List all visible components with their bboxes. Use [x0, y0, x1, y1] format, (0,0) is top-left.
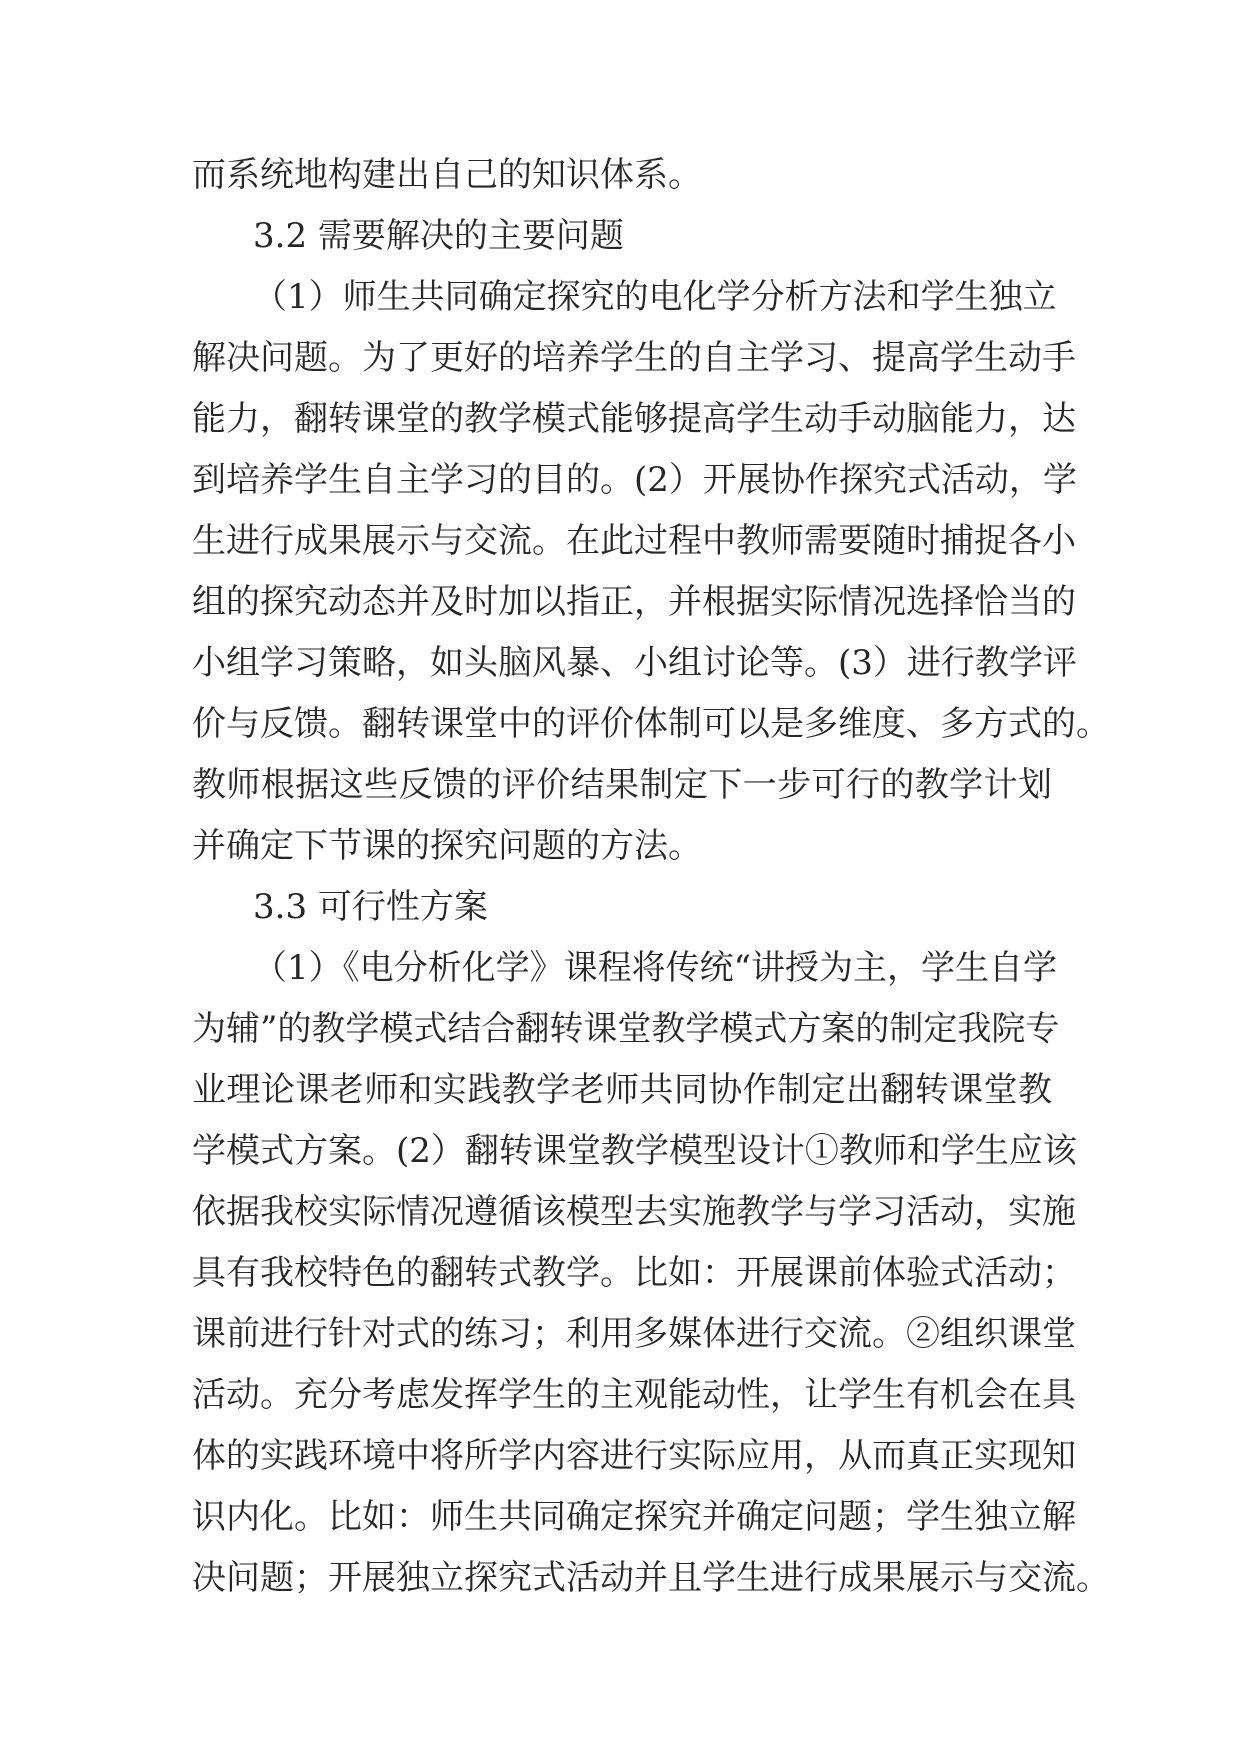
text-line: 活动。充分考虑发挥学生的主观能动性，让学生有机会在具 — [192, 1375, 1076, 1415]
text-line: 决问题；开展独立探究式活动并且学生进行成果展示与交流。 — [192, 1558, 1110, 1598]
text-line: 而系统地构建出自己的知识体系。 — [192, 155, 702, 195]
section-heading: 3.2 需要解决的主要问题 — [253, 216, 624, 256]
text-line: 教师根据这些反馈的评价结果制定下一步可行的教学计划 — [192, 765, 1052, 805]
text-line: 体的实践环境中将所学内容进行实际应用，从而真正实现知 — [192, 1436, 1076, 1476]
text-line: 生进行成果展示与交流。在此过程中教师需要随时捕捉各小 — [192, 521, 1076, 561]
text-line: 小组学习策略，如头脑风暴、小组讨论等。(3）进行教学评 — [192, 643, 1077, 683]
text-line: 并确定下节课的探究问题的方法。 — [192, 826, 702, 866]
text-line: 依据我校实际情况遵循该模型去实施教学与学习活动，实施 — [192, 1192, 1076, 1232]
text-line: 业理论课老师和实践教学老师共同协作制定出翻转课堂教 — [192, 1070, 1052, 1110]
text-line: 解决问题。为了更好的培养学生的自主学习、提高学生动手 — [192, 338, 1076, 378]
text-line: 能力，翻转课堂的教学模式能够提高学生动手动脑能力，达 — [192, 399, 1076, 439]
text-line: 学模式方案。(2）翻转课堂教学模型设计①教师和学生应该 — [192, 1131, 1077, 1171]
text-line: 价与反馈。翻转课堂中的评价体制可以是多维度、多方式的。 — [192, 704, 1110, 744]
text-line: （1）《电分析化学》课程将传统“讲授为主，学生自学 — [253, 948, 1058, 988]
text-line: 到培养学生自主学习的目的。(2）开展协作探究式活动，学 — [192, 460, 1077, 500]
text-line: 课前进行针对式的练习；利用多媒体进行交流。②组织课堂 — [192, 1314, 1076, 1354]
text-line: 为辅”的教学模式结合翻转课堂教学模式方案的制定我院专 — [192, 1009, 1060, 1049]
section-heading: 3.3 可行性方案 — [253, 887, 488, 927]
text-line: 组的探究动态并及时加以指正，并根据实际情况选择恰当的 — [192, 582, 1076, 622]
text-line: 识内化。比如：师生共同确定探究并确定问题；学生独立解 — [192, 1497, 1076, 1537]
text-line: （1）师生共同确定探究的电化学分析方法和学生独立 — [253, 277, 1057, 317]
text-line: 具有我校特色的翻转式教学。比如：开展课前体验式活动； — [192, 1253, 1076, 1293]
